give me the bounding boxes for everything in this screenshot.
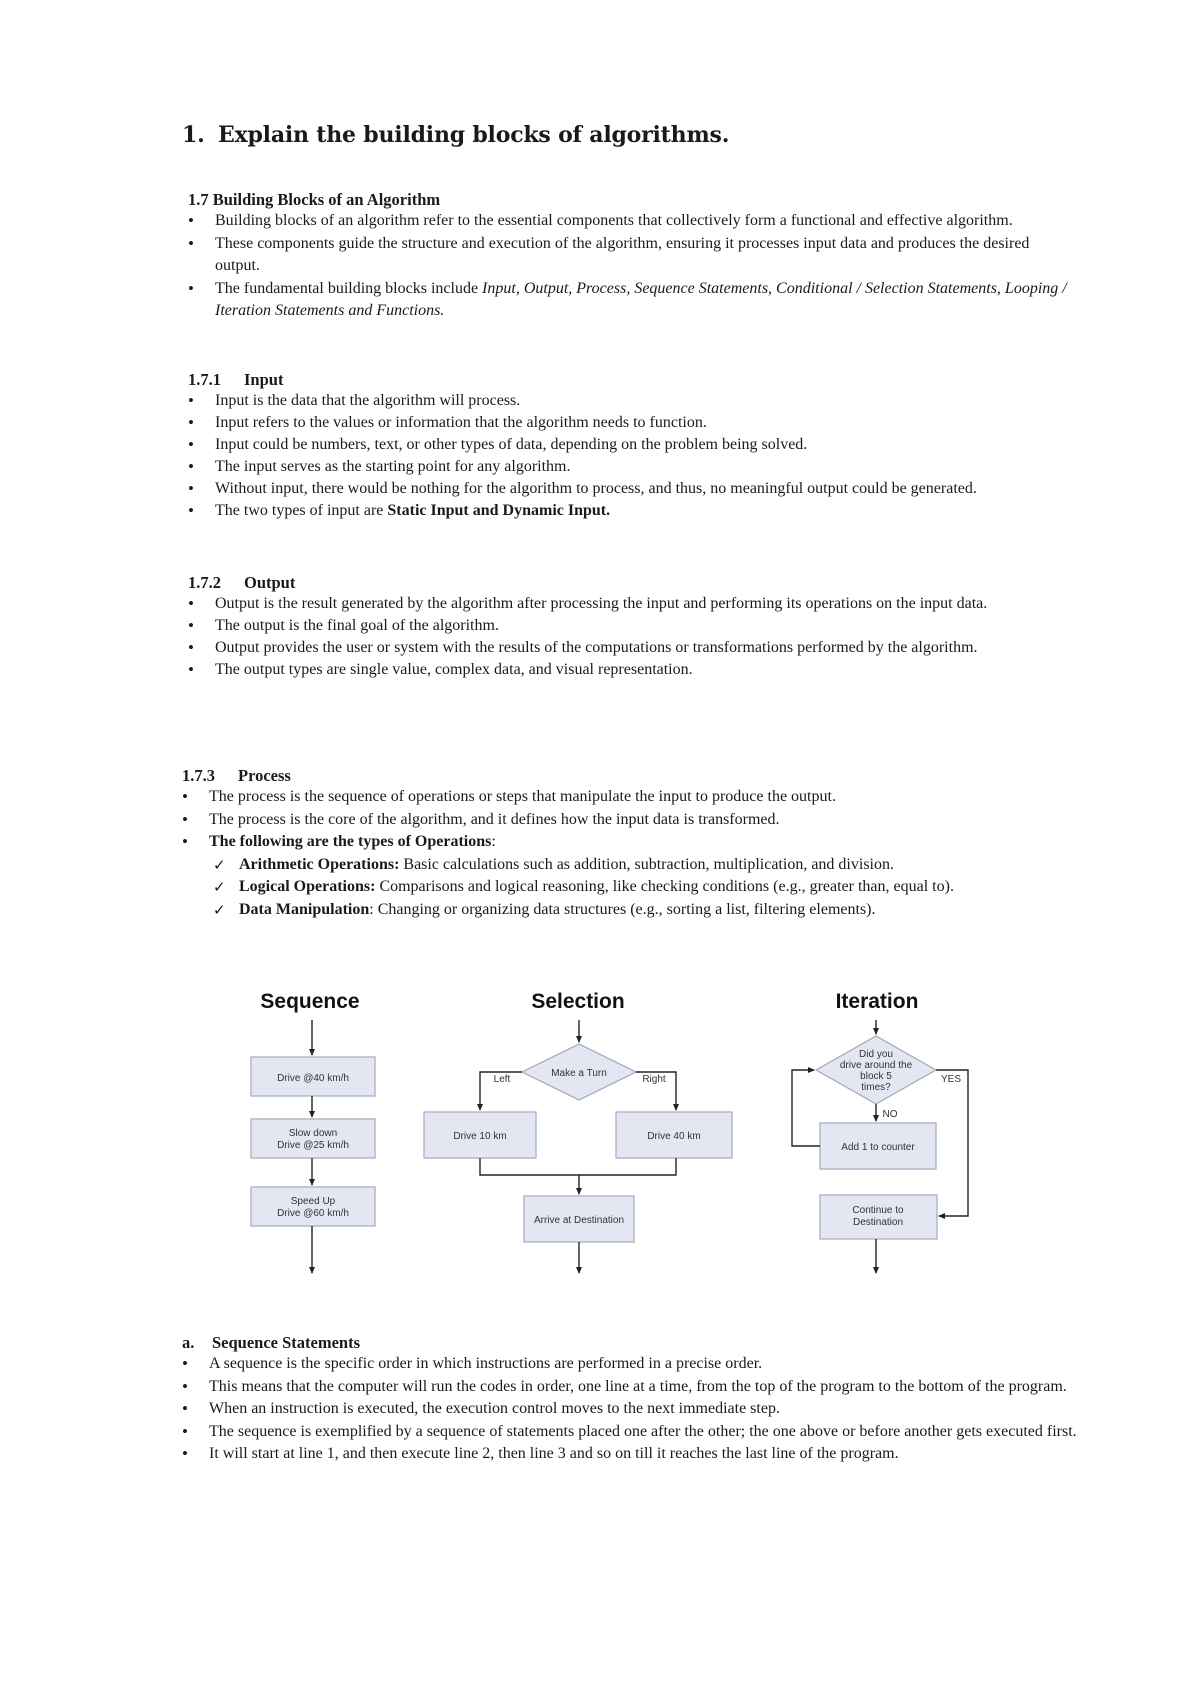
list-item: • The input serves as the starting point for any algorithm. bbox=[188, 456, 1068, 478]
iteration-end-box-line2: Destination bbox=[852, 1217, 904, 1228]
operation-desc: Basic calculations such as addition, subtraction, multiplication, and division. bbox=[399, 855, 894, 873]
list-item bbox=[182, 831, 1082, 854]
sequence-box-3-line2: Drive @60 km/h bbox=[277, 1208, 349, 1219]
selection-left-label: Left bbox=[493, 1074, 511, 1085]
output-list bbox=[188, 593, 1068, 681]
list-item: • Input refers to the values or information that the algorithm needs to function. bbox=[188, 412, 1068, 434]
question-number: 1. bbox=[182, 122, 205, 148]
operation-name: Logical Operations: bbox=[239, 878, 376, 895]
list-item: • The output types are single value, complex data, and visual representation. bbox=[188, 659, 1068, 681]
section-title: Output bbox=[244, 573, 296, 592]
section-number: 1.7.2 bbox=[188, 573, 221, 592]
list-item: • Input is the data that the algorithm will process. bbox=[188, 390, 1068, 412]
section-title: Input bbox=[244, 370, 284, 389]
section-number: 1.7.1 bbox=[188, 370, 221, 389]
operations-colon: : bbox=[491, 833, 496, 850]
overview-section bbox=[188, 190, 1068, 323]
fundamental-prefix: The fundamental building blocks include bbox=[215, 279, 483, 297]
sequence-statements-section bbox=[182, 1333, 1082, 1466]
iteration-decision-line1: Did you bbox=[859, 1049, 893, 1060]
list-item: • The process is the core of the algorithm, and it defines how the input data is transformed. bbox=[182, 809, 1082, 832]
selection-left-box-text: Drive 10 km bbox=[453, 1131, 507, 1142]
sequence-statements-list bbox=[182, 1353, 1082, 1466]
overview-list bbox=[188, 210, 1068, 323]
operation-name: Arithmetic Operations: bbox=[239, 855, 400, 873]
operations-heading: The following are the types of Operations bbox=[209, 833, 492, 850]
iteration-loop-box-text: Add 1 to counter bbox=[841, 1142, 915, 1153]
process-heading bbox=[182, 766, 1082, 786]
iteration-title: Iteration bbox=[835, 990, 919, 1013]
selection-title: Selection bbox=[531, 990, 625, 1013]
list-item: • The output is the final goal of the algorithm. bbox=[188, 615, 1068, 637]
list-item: • Building blocks of an algorithm refer to the essential components that collectively form a functional and effective algorithm. bbox=[188, 210, 1068, 233]
input-types: Static Input and Dynamic Input. bbox=[387, 502, 611, 519]
selection-decision-text: Make a Turn bbox=[551, 1068, 607, 1079]
selection-merge-line bbox=[480, 1158, 676, 1175]
section-number: 1.7.3 bbox=[182, 766, 215, 785]
sequence-statements-heading bbox=[182, 1333, 1082, 1353]
operation-item bbox=[209, 854, 1082, 877]
list-item: • Without input, there would be nothing for the algorithm to process, and thus, no meaningful output could be generated. bbox=[188, 478, 1068, 500]
iteration-yes-label: YES bbox=[940, 1074, 962, 1085]
sequence-box-3-line1: Speed Up bbox=[290, 1196, 336, 1207]
list-item: • The process is the sequence of operations or steps that manipulate the input to produce the output. bbox=[182, 786, 1082, 809]
sequence-box-2-line1: Slow down bbox=[288, 1128, 338, 1139]
iteration-decision-line3: block 5 bbox=[860, 1071, 892, 1082]
sequence-box-2-line2: Drive @25 km/h bbox=[277, 1140, 349, 1151]
iteration-decision-line2: drive around the bbox=[839, 1060, 913, 1071]
operations-list bbox=[182, 854, 1082, 922]
iteration-no-label: NO bbox=[882, 1109, 898, 1120]
list-item: • It will start at line 1, and then execute line 2, then line 3 and so on till it reaches the last line of the program. bbox=[182, 1443, 1082, 1466]
sequence-box-1-text: Drive @40 km/h bbox=[277, 1073, 349, 1084]
operation-desc: Comparisons and logical reasoning, like checking conditions (e.g., greater than, equal to). bbox=[375, 878, 954, 895]
iteration-yes-arrow bbox=[936, 1070, 968, 1216]
flowchart-svg bbox=[240, 990, 980, 1320]
overview-heading: 1.7 Building Blocks of an Algorithm bbox=[188, 190, 441, 209]
input-types-prefix: The two types of input are bbox=[215, 502, 388, 519]
iteration-decision-line4: times? bbox=[861, 1082, 891, 1093]
list-item: • This means that the computer will run the codes in order, one line at a time, from the top of the program to the bottom of the program. bbox=[182, 1376, 1082, 1399]
list-item: • Input could be numbers, text, or other types of data, depending on the problem being solved. bbox=[188, 434, 1068, 456]
section-title: Sequence Statements bbox=[212, 1333, 361, 1352]
fundamental-blocks: Input, Output, Process, Sequence Statements, Conditional / Selection Statements, Looping / Iteration Statements and Functions. bbox=[215, 279, 1067, 319]
operation-item bbox=[209, 899, 1082, 922]
iteration-loop-back-arrow bbox=[792, 1070, 820, 1146]
input-list bbox=[188, 390, 1068, 522]
control-structures-diagram bbox=[240, 990, 980, 1320]
process-list bbox=[182, 786, 1082, 854]
question-text: Explain the building blocks of algorithms. bbox=[218, 122, 730, 148]
list-item bbox=[188, 278, 1068, 323]
process-section bbox=[182, 766, 1082, 921]
question-title bbox=[182, 122, 729, 148]
list-item bbox=[188, 500, 1068, 522]
input-section bbox=[188, 370, 1068, 522]
section-marker: a. bbox=[182, 1333, 195, 1352]
selection-end-box-text: Arrive at Destination bbox=[533, 1215, 625, 1226]
list-item: • Output provides the user or system with the results of the computations or transformations performed by the algorithm. bbox=[188, 637, 1068, 659]
list-item: • When an instruction is executed, the execution control moves to the next immediate step. bbox=[182, 1398, 1082, 1421]
list-item: • A sequence is the specific order in which instructions are performed in a precise order. bbox=[182, 1353, 1082, 1376]
iteration-end-box-line1: Continue to bbox=[852, 1205, 904, 1216]
operation-item bbox=[209, 876, 1082, 899]
operation-name: Data Manipulation bbox=[239, 900, 370, 918]
selection-right-label: Right bbox=[642, 1074, 666, 1085]
input-heading bbox=[188, 370, 1068, 390]
operation-desc: : Changing or organizing data structures (e.g., sorting a list, filtering elements). bbox=[369, 900, 876, 918]
list-item: • Output is the result generated by the algorithm after processing the input and performing its operations on the input data. bbox=[188, 593, 1068, 615]
list-item: • These components guide the structure and execution of the algorithm, ensuring it processes input data and produces the desired output. bbox=[188, 233, 1068, 278]
section-title: Process bbox=[238, 766, 291, 785]
selection-right-box-text: Drive 40 km bbox=[647, 1131, 701, 1142]
list-item: • The sequence is exemplified by a sequence of statements placed one after the other; the one above or before another gets executed first. bbox=[182, 1421, 1082, 1444]
sequence-title: Sequence bbox=[260, 990, 360, 1013]
output-section bbox=[188, 573, 1068, 681]
output-heading bbox=[188, 573, 1068, 593]
